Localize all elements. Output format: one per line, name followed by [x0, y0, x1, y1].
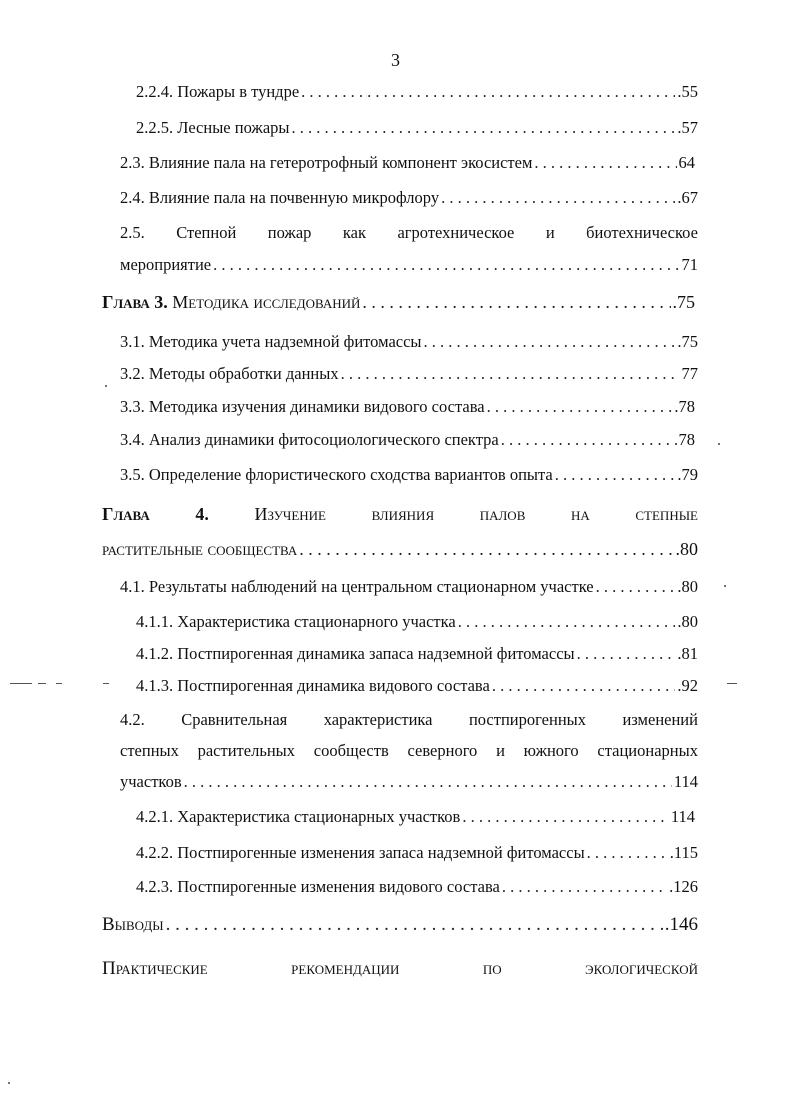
toc-conclusions: [102, 914, 698, 936]
chapter-label: Глава 3.: [102, 292, 168, 312]
toc-title: 4.2.3. Постпирогенные изменения видового состава: [136, 877, 500, 896]
toc-entry-2-2-4: [136, 81, 698, 103]
dot-leader: [291, 117, 675, 139]
toc-word: стационарных: [597, 741, 698, 760]
toc-entry-3-5: [120, 464, 698, 486]
toc-word: экологической: [585, 958, 698, 979]
dot-leader: [184, 771, 672, 793]
toc-word: изменений: [622, 710, 698, 729]
toc-title: 2.3. Влияние пала на гетеротрофный компонент экосистем: [120, 153, 533, 172]
toc-word: палов: [479, 504, 526, 524]
dot-leader: [596, 576, 676, 598]
toc-title: 3.5. Определение флористического сходства вариантов опыта: [120, 465, 553, 484]
dot-leader: [341, 363, 680, 385]
toc-word: Сравнительная: [181, 710, 288, 729]
toc-entry-4-2-1: [136, 806, 695, 828]
toc-word: северного: [407, 741, 478, 760]
toc-entry-4-2-line2: [120, 740, 698, 762]
toc-word: агротехническое: [397, 223, 515, 242]
toc-chapter-4-line1: [102, 503, 698, 525]
toc-page: .75: [672, 292, 695, 312]
toc-chapter-title: [102, 291, 360, 313]
scan-artifact: [105, 385, 107, 387]
toc-page: 77: [681, 364, 698, 383]
toc-entry-2-5-line1: [120, 222, 698, 244]
toc-word: по: [482, 958, 502, 979]
toc-page: .115: [669, 843, 698, 862]
toc-chapter-4-line2: [102, 538, 698, 560]
toc-entry-4-1-1: [136, 611, 698, 633]
scan-artifact: [103, 683, 109, 684]
scan-artifact: [56, 683, 62, 684]
toc-word: 2.5.: [120, 223, 145, 242]
toc-entry-3-1: [120, 331, 698, 353]
toc-title: 4.1. Результаты наблюдений на центральном стационарном участке: [120, 577, 594, 596]
toc-title: участков: [120, 772, 182, 791]
toc-page: .67: [677, 188, 698, 207]
scan-artifact: [38, 683, 46, 684]
toc-page: .80: [675, 539, 698, 559]
toc-word: как: [342, 223, 366, 242]
toc-title: 2.4. Влияние пала на почвенную микрофлору: [120, 188, 440, 207]
toc-word: биотехническое: [586, 223, 698, 242]
toc-entry-4-2-2: [136, 842, 698, 864]
chapter-title: Методика исследований: [172, 292, 361, 312]
toc-title: 2.2.5. Лесные пожары: [136, 118, 290, 137]
toc-entry-2-3: [120, 152, 695, 174]
toc-entry-4-1-2: [136, 643, 698, 665]
toc-title: 3.4. Анализ динамики фитосоциологического спектра: [120, 430, 499, 449]
toc-word: и: [496, 741, 505, 760]
toc-title: 4.1.2. Постпирогенная динамика запаса надземной фитомассы: [136, 644, 575, 663]
toc-word: степных: [120, 741, 179, 760]
toc-title: мероприятие: [120, 255, 212, 274]
toc-word: Степной: [176, 223, 237, 242]
dot-leader: [424, 331, 676, 353]
toc-title: 4.2.1. Характеристика стационарных участков: [136, 807, 461, 826]
toc-page: 114: [670, 807, 695, 826]
toc-page: .57: [677, 118, 698, 137]
dot-leader: [458, 611, 676, 633]
toc-word: растительных: [197, 741, 296, 760]
toc-page: .80: [677, 612, 698, 631]
toc-word: степные: [635, 504, 698, 524]
dot-leader: [362, 291, 670, 313]
toc-page: .75: [677, 332, 698, 351]
toc-entry-2-2-5: [136, 117, 698, 139]
toc-title: 3.1. Методика учета надземной фитомассы: [120, 332, 422, 351]
toc-page: .126: [669, 877, 698, 896]
toc-word: 4.2.: [120, 710, 145, 729]
dot-leader: [555, 464, 676, 486]
dot-leader: [501, 429, 677, 451]
toc-entry-3-4: [120, 429, 695, 451]
dot-leader: [492, 675, 676, 697]
toc-entry-2-5-line2: [120, 254, 698, 276]
toc-entry-4-2-line1: [120, 709, 698, 731]
toc-entry-2-4: [120, 187, 698, 209]
toc-title: 4.1.1. Характеристика стационарного участка: [136, 612, 456, 631]
dot-leader: [213, 254, 679, 276]
scan-artifact: [727, 683, 737, 684]
toc-word: постпирогенных: [468, 710, 586, 729]
toc-page: 114: [673, 772, 698, 791]
toc-entry-4-2-3: [136, 876, 698, 898]
toc-page: 71: [681, 255, 698, 274]
toc-page: .81: [677, 644, 698, 663]
scan-artifact: [10, 683, 32, 684]
toc-title: Выводы: [102, 914, 164, 935]
toc-word: характеристика: [323, 710, 433, 729]
scan-artifact: [8, 1082, 10, 1084]
toc-page: 64: [678, 153, 695, 172]
toc-page: .55: [677, 82, 698, 101]
dot-leader: [301, 81, 675, 103]
toc-word: Практические: [102, 958, 208, 979]
toc-word: пожар: [267, 223, 312, 242]
toc-page: .79: [677, 465, 698, 484]
dot-leader: [487, 396, 673, 418]
toc-entry-4-2-line3: [120, 771, 698, 793]
toc-page: 78: [678, 430, 695, 449]
dot-leader: [166, 914, 663, 936]
toc-word: влияния: [371, 504, 435, 524]
toc-word: рекомендации: [291, 958, 400, 979]
toc-practical-recommendations: [102, 958, 698, 980]
toc-page: .80: [677, 577, 698, 596]
toc-page: .146: [664, 914, 698, 935]
toc-title: 4.2.2. Постпирогенные изменения запаса надземной фитомассы: [136, 843, 585, 862]
scan-artifact: [724, 585, 726, 587]
toc-page: .78: [674, 397, 695, 416]
toc-word: южного: [523, 741, 579, 760]
toc-title: растительные сообщества: [102, 539, 298, 559]
toc-title: 2.2.4. Пожары в тундре: [136, 82, 300, 101]
dot-leader: [577, 643, 676, 665]
dot-leader: [299, 538, 673, 560]
toc-title: 4.1.3. Постпирогенная динамика видового состава: [136, 676, 490, 695]
dot-leader: [534, 152, 676, 174]
page-number: 3: [391, 50, 400, 70]
chapter-label: Глава: [102, 504, 150, 524]
toc-title: 3.3. Методика изучения динамики видового состава: [120, 397, 485, 416]
toc-entry-4-1-3: [136, 675, 698, 697]
scan-artifact: [718, 443, 720, 445]
toc-word: и: [545, 223, 555, 242]
dot-leader: [502, 876, 667, 898]
toc-page: .92: [677, 676, 698, 695]
dot-leader: [462, 806, 669, 828]
toc-word: на: [570, 504, 590, 524]
dot-leader: [587, 842, 668, 864]
toc-word: Изучение: [254, 504, 326, 524]
toc-title: 3.2. Методы обработки данных: [120, 364, 339, 383]
toc-chapter-3: [102, 291, 695, 313]
toc-entry-4-1: [120, 576, 698, 598]
chapter-number: 4.: [195, 504, 209, 524]
toc-entry-3-3: [120, 396, 695, 418]
dot-leader: [441, 187, 675, 209]
toc-entry-3-2: [120, 363, 698, 385]
toc-word: сообществ: [313, 741, 389, 760]
